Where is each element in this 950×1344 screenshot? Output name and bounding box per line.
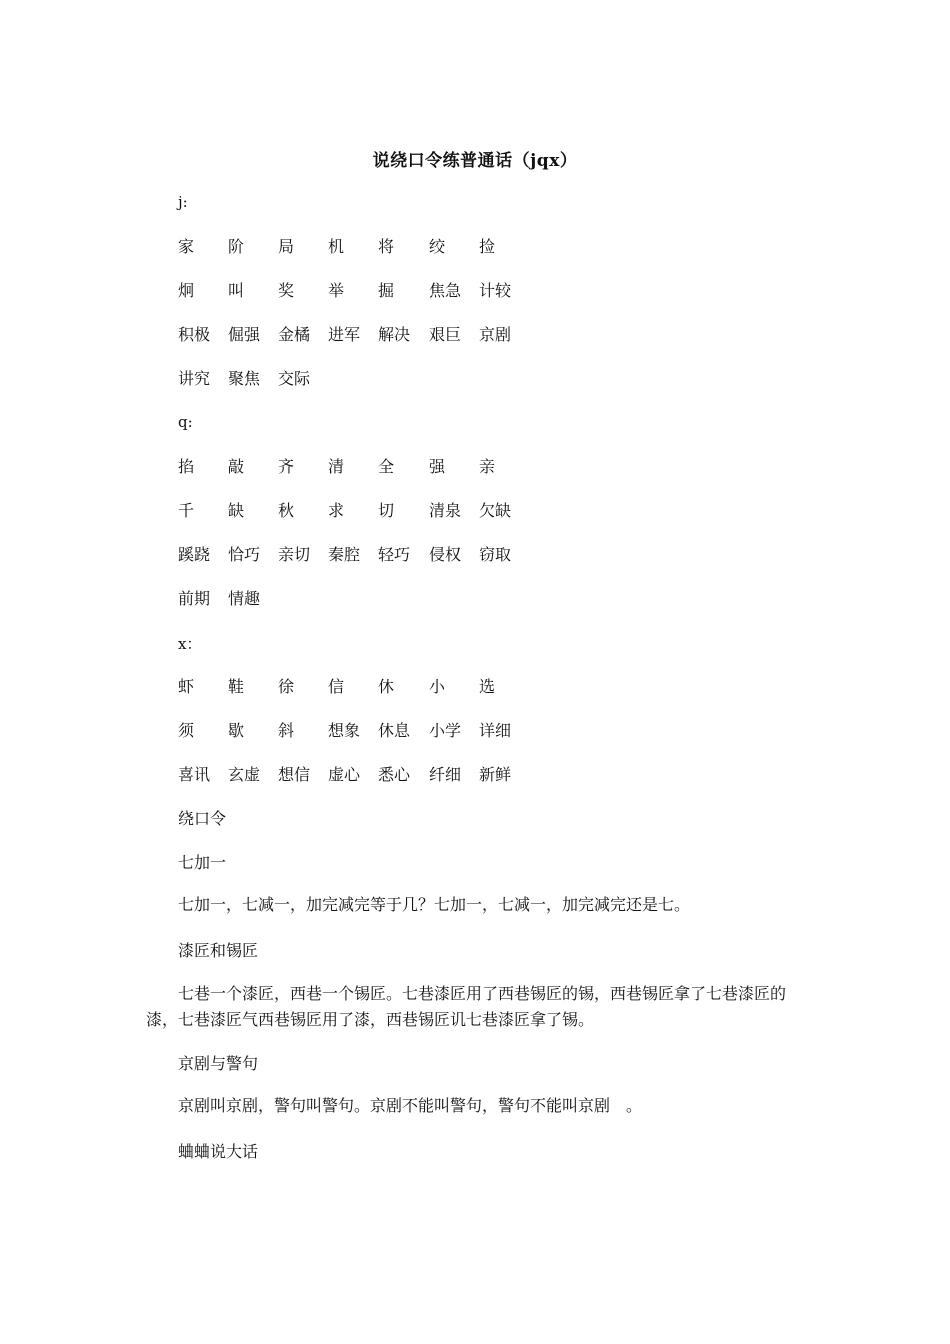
word-item: 阶 [228,237,245,256]
word-item: 恰巧 [228,545,261,564]
word-item: 敲 [228,457,245,476]
word-item: 计较 [479,281,512,300]
twister-title: 蛐蛐说大话 [178,1142,259,1161]
word-item: 局 [278,237,295,256]
word-item: 聚焦 [228,369,261,388]
twister-text: 京剧叫京剧，警句叫警句。京剧不能叫警句，警句不能叫京剧 。 [178,1096,643,1115]
word-item: 悉心 [378,765,411,784]
word-item: 交际 [278,369,311,388]
twister-title: 七加一 [178,853,227,872]
word-item: 将 [378,237,395,256]
word-item: 详细 [479,721,512,740]
word-item: 强 [429,457,446,476]
word-item: 纤细 [429,765,462,784]
word-item: 倔强 [228,325,261,344]
word-item: 机 [328,237,345,256]
word-item: 积极 [178,325,211,344]
word-item: 举 [328,281,345,300]
word-item: 解决 [378,325,411,344]
word-item: 切 [378,501,395,520]
word-item: 叫 [228,281,245,300]
word-item: 休 [378,677,395,696]
word-item: 秦腔 [328,545,361,564]
word-item: 休息 [378,721,411,740]
word-item: 歇 [228,721,245,740]
word-item: 缺 [228,501,245,520]
section-label-j: j: [178,193,188,211]
tongue-twister-heading: 绕口令 [178,809,227,828]
word-item: 奖 [278,281,295,300]
word-item: 清泉 [429,501,462,520]
twister-text: 七巷一个漆匠，西巷一个锡匠。七巷漆匠用了西巷锡匠的锡，西巷锡匠拿了七巷漆匠的漆，七巷漆匠气西巷锡匠用了漆，西巷锡匠讥七巷漆匠拿了锡。 [146,984,787,1029]
word-item: 蹊跷 [178,545,211,564]
twister-text: 七加一，七减一，加完减完等于几？七加一，七减一，加完减完还是七。 [178,895,691,914]
word-item: 想象 [328,721,361,740]
twister-title: 京剧与警句 [178,1054,259,1073]
word-item: 焦急 [429,281,462,300]
word-item: 掘 [378,281,395,300]
twister-title: 漆匠和锡匠 [178,941,259,960]
word-item: 家 [178,237,195,256]
word-item: 斜 [278,721,295,740]
word-item: 虚心 [328,765,361,784]
word-item: 须 [178,721,195,740]
word-item: 喜讯 [178,765,211,784]
word-item: 金橘 [278,325,311,344]
word-item: 绞 [429,237,446,256]
word-item: 亲切 [278,545,311,564]
word-item: 前期 [178,589,211,608]
word-item: 进军 [328,325,361,344]
word-item: 窃取 [479,545,512,564]
word-item: 轻巧 [378,545,411,564]
word-item: 小学 [429,721,462,740]
word-item: 清 [328,457,345,476]
word-item: 选 [479,677,496,696]
word-item: 全 [378,457,395,476]
word-item: 虾 [178,677,195,696]
word-item: 小 [429,677,446,696]
word-item: 欠缺 [479,501,512,520]
word-item: 齐 [278,457,295,476]
word-item: 鞋 [228,677,245,696]
word-item: 新鲜 [479,765,512,784]
word-item: 千 [178,501,195,520]
word-item: 求 [328,501,345,520]
word-item: 捡 [479,237,496,256]
page-title: 说绕口令练普通话（jqx） [372,151,578,171]
word-item: 亲 [479,457,496,476]
section-label-q: q: [178,413,193,431]
word-item: 讲究 [178,369,211,388]
word-item: 信 [328,677,345,696]
section-label-x: x： [178,635,202,653]
word-item: 炯 [178,281,195,300]
word-item: 徐 [278,677,295,696]
word-item: 情趣 [228,589,261,608]
word-item: 侵权 [429,545,462,564]
word-item: 掐 [178,457,195,476]
word-item: 京剧 [479,325,512,344]
word-item: 艰巨 [429,325,462,344]
word-item: 想信 [278,765,311,784]
word-item: 秋 [278,501,295,520]
word-item: 玄虚 [228,765,261,784]
